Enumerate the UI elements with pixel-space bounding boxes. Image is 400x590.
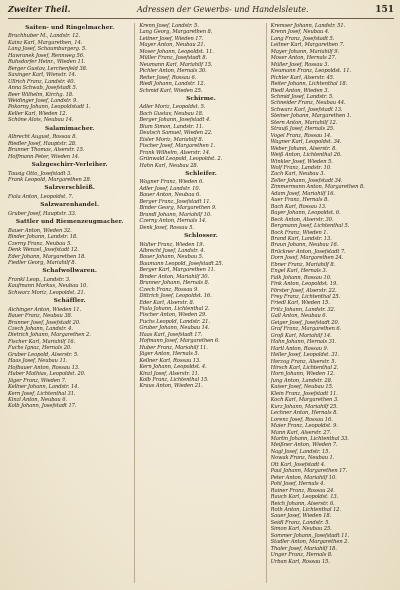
directory-entry: Jäger Anton, Hernals 5. [139,351,200,358]
directory-entry: Adler Josef, Landstr. 10. [139,185,201,192]
directory-entry: Hahn Johann, Hernals 31. [270,339,337,346]
directory-entry: Schwarz Karl, Josefstadt 13. [270,106,343,113]
directory-entry: Ruhsdorfer Heinr., Wieden 11. [8,59,86,66]
directory-entry: Lang Josef, Schaumburgerg. 5. [8,46,87,53]
directory-entry: Wagner Karl, Leopoldst. 34. [270,139,342,146]
directory-entry: Berger Gustav, Lerchenfeld 38. [8,65,88,72]
page-header [8,4,394,19]
directory-entry: Lechner Anton, Hernals 8. [270,410,338,417]
directory-entry: Stern Anton, Mariahilf 12. [270,119,338,126]
directory-entry: Wolf Franz, Landstr. 10. [270,164,332,171]
directory-entry: Sommer Johann, Josefstadt 11. [270,532,350,539]
directory-entry: Beck Anton, Alserstr. 30. [270,216,334,223]
directory-entry: Neumann Karl, Mariahilf 15. [139,61,213,68]
directory-entry: Anna Schwab, Josefstadt 5. [8,85,78,92]
trade-heading: Salzgeschirr-Verleiher. [31,162,108,169]
trade-heading: Schafwollwaren. [42,268,97,275]
directory-entry: Riedl Johann, Landstr. 12. [139,81,206,88]
directory-entry: Engel Karl, Hernals 3. [270,268,328,275]
directory-entry: Peter Anton, Mariahilf 10. [270,474,337,481]
directory-entry: Gruber Josef, Hauptstr. 33. [8,210,77,217]
directory-entry: Kraus Anton, Wieden 21. [139,383,203,390]
trade-heading: Sattler und Riemenzeugmacher. [15,219,124,226]
directory-entry: Zimmermann Anton, Margarethen 8. [270,184,365,191]
directory-entry: Kolb Johann, Josefstadt 17. [8,403,77,410]
directory-entry: Binder Anton, Mariahilf 30. [139,273,210,280]
trade-heading: Salamimacher. [44,125,95,132]
directory-entry: Weber Johann, Alserstr. 8. [270,145,337,152]
directory-entry: Aichinger Anton, Wieden 11. [8,306,82,313]
directory-entry: Hartl Anton, Rossau 9. [270,345,329,352]
directory-entry: Lang Franz, Josefstadt 5. [270,35,335,42]
directory-entry: Pohl Josef, Hernals 4. [270,481,325,488]
directory-entry: Kurz Johann, Mariahilf 25. [270,403,338,410]
directory-entry: Moser Anton, Hernals 27. [270,55,337,62]
directory-entry: Bauer Franz, Neubau 38. [8,313,73,320]
directory-entry: Klein Franz, Josefstadt 11. [270,390,338,397]
directory-entry: Adam Josef, Mariahilf 16. [270,190,335,197]
directory-entry: Saxinger Karl, Wienstr. 14. [8,72,77,79]
directory-entry: Fuchs Ignaz, Hernals 20. [8,345,72,352]
directory-entry: Binder Georg, Margarethen 9. [139,205,217,212]
directory-entry: Riedl Anton, Wieden 3. [270,87,329,94]
directory-entry: Kellner Karl, Rossau 13. [139,357,201,364]
directory-entry: Martin Johann, Lichtenthal 33. [270,436,349,442]
directory-entry: Thaler Josef, Mariahilf 18. [270,545,337,552]
directory-entry: Heller Josef, Leopoldst. 31. [270,352,340,359]
trade-heading: Schirme. [186,95,216,102]
directory-entry: Fiala Johann, Lichtenthal 2. [139,306,210,313]
directory-entry: Tausig Otto, Josefstadt 3. [8,170,72,177]
directory-entry: Berger Franz, Josefstadt 11. [139,198,211,205]
directory-entry: Hofmann Josef, Margarethen 6. [139,338,220,345]
directory-entry: Fischer Karl, Mariahilf 16. [8,338,76,345]
directory-entry: Simon Karl, Neubau 25. [270,526,332,533]
directory-entry: Brunner Johann, Hernals 8. [139,280,210,287]
directory-entry: Bruchhuber M., Landstr. 12. [8,33,81,40]
directory-entry: Koch Karl, Margarethen 3. [270,397,339,404]
trade-heading: Schleifer. [185,170,217,177]
directory-column [139,23,266,583]
directory-entry: Roth Anton, Lichtenthal 12. [270,506,341,513]
directory-entry: Schmid Josef, Landstr. 5. [270,93,334,100]
directory-entry: Czech Franz, Rossau 9. [139,286,199,293]
directory-entry: Ebner Franz, Mariahilf 8. [270,261,336,268]
directory-entry: Bauer Johann, Neubau 5. [139,254,204,261]
directory-entry: Müller Franz, Josefstadt 8. [139,55,208,62]
directory-entry: Weiß Anton, Lichtenthal 26. [270,152,342,159]
directory-entry: Fuchs Leopold, Landstr. 21. [139,318,210,325]
trade-heading: Salzwarenhandel. [40,202,100,209]
directory-entry: Berger Karl, Margarethen 11. [139,267,216,274]
directory-entry: Fischer Josef, Margarethen 1. [139,143,216,150]
directory-entry: Brückner Anton, Josefstadt 7. [270,248,346,255]
directory-entry: Riedler Josef, Hauptstr. 28. [8,140,77,147]
directory-entry: Gruber Leopold, Alserstr. 5. [8,351,79,358]
directory-entry: Braun Johann, Neubau 16. [270,242,339,249]
directory-entry: Friedl Karl, Wieden 15. [270,300,330,307]
directory-entry: Kern Josef, Lichtenthal 31. [8,390,76,397]
directory-entry: Schneider Franz, Neubau 44. [270,100,346,107]
directory-entry: Vogel Franz, Rossau 14. [270,132,332,139]
directory-entry: Stadler Anton, Margarethen 2. [270,539,349,546]
directory-entry: Kaiser Josef, Neubau 15. [270,384,334,391]
directory-entry: Steiner Johann, Margarethen 1. [270,113,352,120]
header-left: Zweiter Theil. [8,4,71,14]
directory-entry: Maier Franz, Leopoldst. 9. [270,423,338,430]
directory-column [8,23,135,583]
directory-entry: Geiger Josef, Josefstadt 20. [270,319,340,326]
directory-entry: Huber Mathias, Leopoldst. 20. [8,371,86,378]
trade-heading: Schäffler. [53,298,86,305]
directory-entry: Albrecht August, Rossau 8. [8,134,77,141]
directory-entry: Denk Wenzel, Josefstadt 12. [8,247,79,254]
directory-entry: Meißner Anton, Wieden 7. [270,442,338,449]
directory-entry: Bock Franz, Wieden 1. [270,229,329,236]
directory-entry: Ott Karl, Josefstadt 4. [270,461,326,468]
directory-entry: Krenn Josef, Landstr. 5. [139,23,199,29]
directory-entry: Reiter Johann, Lichtenthal 18. [270,81,348,88]
trade-heading: Schlosser. [184,233,218,240]
directory-entry: Neumann Franz, Leopoldst. 11. [270,68,351,75]
directory-entry: Deutsch Samuel, Wieden 22. [139,130,213,137]
directory-entry: Leitner Karl, Margarethen 7. [270,42,345,49]
directory-entry: Brand Karl, Landstr. 13. [270,235,332,242]
directory-entry: Jäger Franz, Wieden 7. [8,377,67,384]
directory-entry: Dorn Josef, Margarethen 24. [270,255,344,262]
directory-entry: Frankl Leop., Landstr. 3. [8,276,71,283]
directory-entry: Hofbauer Anton, Rossau 13. [8,364,80,371]
directory-entry: Hirsch Karl, Lichtenthal 2. [270,365,339,372]
directory-entry: Grünwald Leopold, Leopoldst. 2. [139,156,223,163]
directory-entry: Rauch Karl, Leopoldst. 13. [270,494,339,501]
directory-entry: Hahn Karl, Neubau 28. [139,162,199,169]
directory-entry: Falk Johann, Rossau 10. [270,274,332,281]
trade-heading: Saiten- und Ringelmacher. [25,25,115,31]
directory-entry: Reich Johann, Alserstr. 6. [270,500,335,507]
directory-entry: Kinzl Josef, Alserstr. 11. [139,370,200,377]
directory-entry: Fiala Anton, Leopoldst. 7. [8,193,74,200]
directory-entry: Bauer Anton, Neubau 6. [139,192,201,199]
directory-entry: Eisler Moriz, Mariahilf 8. [139,136,204,143]
directory-entry: Brunner Thomas, Alserstr. 15. [8,147,85,154]
directory-columns [8,23,394,583]
directory-entry: Seidl Franz, Landstr. 5. [270,519,330,526]
directory-entry: Groß Karl, Mariahilf 14. [270,332,332,339]
directory-entry: Beer Wilhelm, Kirchg. 18. [8,91,74,98]
directory-entry: Urban Karl, Rossau 15. [270,558,330,565]
directory-entry: Blum Simon, Landstr. 11. [139,123,204,130]
directory-entry: Huber Franz, Mariahilf 11. [139,344,208,351]
directory-entry: Müller Josef, Rossau 3. [270,61,329,68]
directory-entry: Sauer Josef, Wieden 18. [270,513,332,520]
directory-entry: Leitner Josef, Wieden 17. [139,35,204,42]
directory-entry: Binder Johann, Landstr. 18. [8,234,78,241]
directory-entry: Zeller Johann, Josefstadt 34. [270,177,343,184]
directory-entry: Bayer Johann, Leopoldst. 6. [270,210,341,217]
directory-entry: Schmid Karl, Wieden 25. [139,87,203,94]
directory-entry: Adler Moriz, Leopoldst. 5. [139,104,206,111]
directory-entry: Auer Franz, Hernals 8. [270,197,329,204]
directory-entry: Bach Karl, Rossau 13. [270,203,327,210]
directory-entry: Frey Franz, Lichtenthal 25. [270,294,341,301]
directory-entry: Berger Johann, Josefstadt 4. [139,117,211,124]
directory-entry: Kellner Johann, Landstr. 14. [8,384,79,391]
directory-entry: Gall Anton, Neubau 6. [270,313,327,320]
directory-entry: Mann Karl, Alserstr. 27. [270,429,332,436]
directory-entry: Fink Anton, Leopoldst. 19. [270,281,338,288]
directory-entry: Walter Franz, Wieden 19. [139,241,204,248]
directory-entry: Zach Karl, Neubau 3. [270,171,325,178]
directory-entry: Hoffmann Peter, Wieden 14. [8,153,80,160]
directory-entry: Baumann Leopold, Josefstadt 25. [139,260,224,267]
directory-entry: Schwarz Moriz, Leopoldst. 21. [8,289,86,296]
directory-entry: Czerny Franz, Neubau 5. [8,240,72,247]
page-number: 151 [375,5,394,15]
directory-entry: Reiter Josef, Rossau 6. [139,74,197,81]
directory-entry: Kainz Karl, Margarethen, 14. [8,39,83,46]
directory-entry: Schöne Alois, Neubau 14. [8,117,74,124]
directory-entry: Paul Johann, Margarethen 17. [270,468,348,475]
directory-entry: Moser Johann, Leopoldst. 11. [139,48,214,55]
directory-entry: Weidinger Josef, Landstr. 9. [8,97,78,104]
directory-entry: Rainer Franz, Rossau 24. [270,487,335,494]
directory-entry: Kolb Franz, Lichtenthal 15. [139,377,209,384]
directory-entry: Lorenz Josef, Rossau 16. [270,416,333,423]
directory-entry: Hawranek Josef, Rennweg 56. [8,52,85,59]
directory-entry: Brandl Johann, Mariahilf 10. [139,211,212,218]
directory-entry: Winkler Josef, Wieden 5. [270,158,333,165]
directory-entry: Czech Johann, Landstr. 4. [8,326,73,333]
directory-entry: Unger Franz, Hernals 8. [270,552,333,559]
directory-entry: Dietrich Johann, Margarethen 2. [8,332,91,339]
directory-entry: Krenn Josef, Neubau 4. [270,29,330,36]
directory-entry: Fischer Anton, Wieden 29. [139,312,207,319]
directory-entry: Kaufmann Markus, Neubau 10. [8,283,88,290]
directory-column [271,23,394,583]
directory-entry: Bauer Anton, Wieden 32. [8,227,72,234]
directory-entry: Lang Georg, Margarethen 8. [139,29,213,36]
directory-entry: Förster Josef, Alserstr. 22. [270,287,337,294]
directory-entry: Frank Wilhelm, Alserstr. 14. [139,149,211,156]
directory-entry: Pichler Karl, Alserstr. 45. [270,74,335,81]
directory-entry: Bach Gustav, Neubau 18. [139,110,204,117]
directory-entry: Kremser Johann, Landstr. 51. [270,23,346,29]
directory-entry: Brunner Josef, Josefstadt 20. [8,319,81,326]
directory-entry: Albrecht Josef, Landstr. 4. [139,247,205,254]
directory-entry: Mayer Anton, Neubau 21. [139,42,206,49]
directory-entry: Czerny Anton, Hernals 14. [139,218,207,225]
directory-entry: Nagl Josef, Landstr. 15. [270,448,330,455]
directory-entry: Herzog Franz, Alserstr. 5. [270,358,337,365]
directory-entry: Kern Johann, Leopoldst. 4. [139,364,207,371]
directory-entry: Eder Karl, Alserstr. 8. [139,299,195,306]
directory-entry: Kinzl Anton, Neubau 6. [8,397,67,404]
directory-entry: Gruber Johann, Neubau 14. [139,325,210,332]
directory-entry: Frank Leopold, Margarethen 28. [8,176,92,183]
directory-entry: Fiedler Georg, Mariahilf 8. [8,259,77,266]
directory-entry: Bergmann Josef, Lichtenthal 5. [270,223,350,230]
directory-entry: Ullrich Franz, Landstr. 40. [8,78,75,85]
directory-entry: Horn Johann, Wieden 12. [270,371,335,378]
directory-entry: Mayer Johann, Mariahilf 9. [270,48,340,55]
directory-entry: Haas Josef, Neubau 11. [8,358,68,365]
directory-entry: Dittrich Josef, Leopoldst. 16. [139,293,212,300]
directory-entry: Pichler Anton, Hernals 30. [139,68,207,75]
trade-heading: Salzverschleiß. [44,185,95,192]
directory-entry: Pokorny Johann, Leopoldstadt 1. [8,104,91,111]
directory-entry: Strauß Josef, Hernals 25. [270,126,335,133]
header-title: Adressen der Gewerbs- und Handelsleute. [136,5,309,14]
directory-entry: Jung Anton, Landstr. 28. [270,377,333,384]
directory-entry: Haas Karl, Josefstadt 17. [139,331,203,338]
directory-entry: Denk Josef, Rossau 5. [139,224,194,231]
directory-entry: Eder Johann, Margarethen 18. [8,253,86,260]
directory-entry: Wagner Franz, Wieden 6. [139,179,204,186]
directory-entry: Nowak Franz, Neubau 1. [270,455,335,462]
directory-entry: Keller Karl, Wieden 12. [8,110,68,117]
directory-entry: Graf Franz, Margarethen 6. [270,326,342,333]
directory-entry: Fritz Johann, Landstr. 32. [270,306,336,313]
